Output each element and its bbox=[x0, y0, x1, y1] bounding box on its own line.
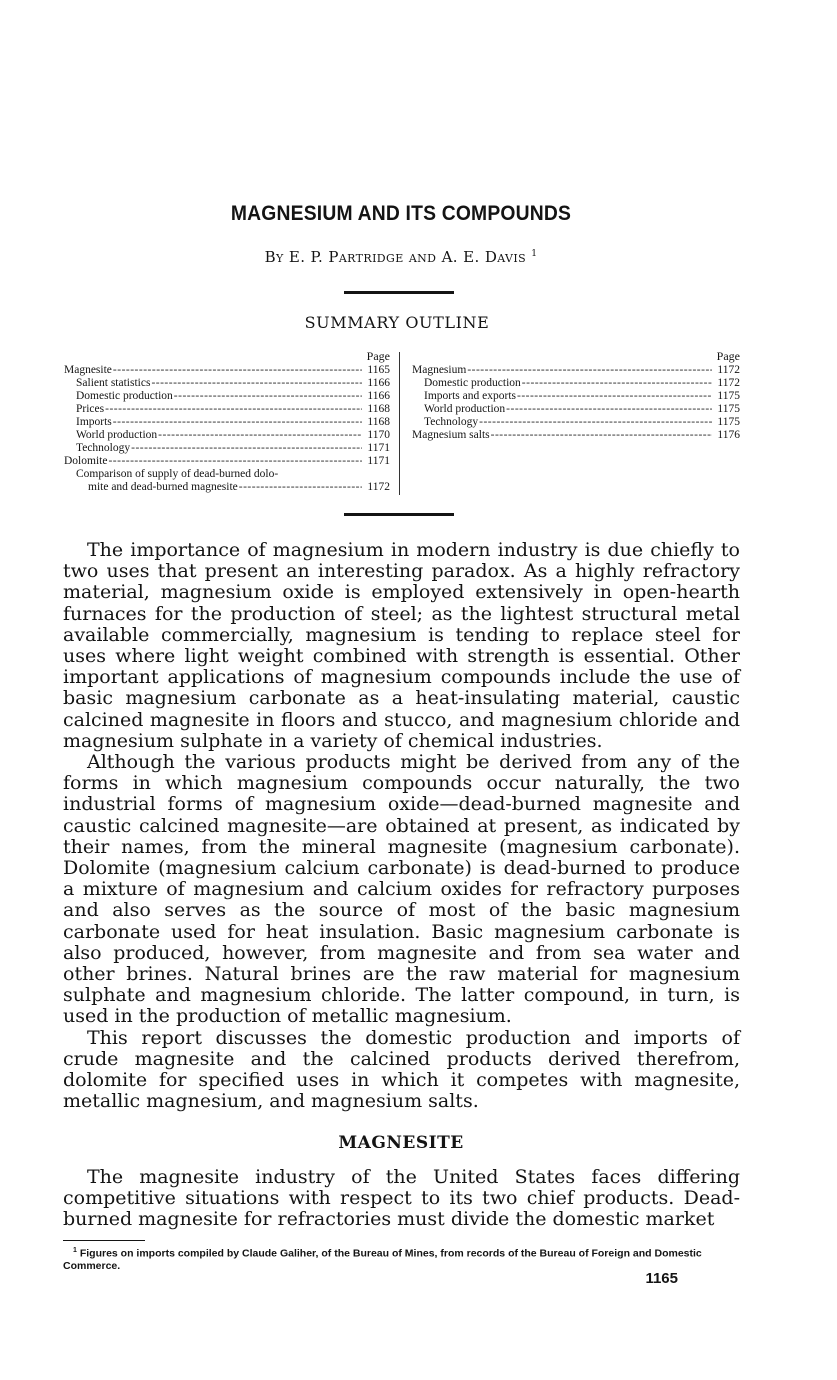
outline-entry-page: 1172 bbox=[367, 481, 390, 493]
divider-top bbox=[344, 291, 454, 294]
footnote-rule bbox=[63, 1240, 145, 1241]
outline-entry-label-line1: Comparison of supply of dead-burned dolo- bbox=[76, 468, 279, 480]
divider-bottom bbox=[344, 513, 454, 516]
outline-page-label-left: Page bbox=[366, 349, 390, 363]
outline-entry-label-line2: mite and dead-burned magnesite bbox=[88, 481, 238, 493]
outline-entry-page: 1166 bbox=[367, 390, 390, 402]
outline-entry-label: Magnesite bbox=[64, 364, 112, 376]
paragraph: The importance of magnesium in modern industry is due chiefly to two uses that present an interesting paradox. As a highly refractory material, magnesium oxide is employed extensively in open-hearth furnaces for the production of steel; as the lightest structural metal available commercially, magnesium is tending to replace steel for uses where light weight combined with strength is essential. Other important applications of magnesium compounds include the use of basic magnesium carbonate as a heat-insulating material, caustic calcined magnesite in floors and stucco, and magnesium chloride and magnesium sulphate in a variety of chemical industries. bbox=[63, 539, 740, 752]
outline-entry-page: 1171 bbox=[367, 442, 390, 454]
outline-entry-comparison bbox=[64, 468, 390, 494]
outline-entry-label: Magnesium salts bbox=[412, 429, 490, 441]
outline-entry bbox=[64, 442, 390, 455]
outline-entry-label: Technology bbox=[424, 416, 479, 428]
outline-entry-label: Dolomite bbox=[64, 455, 108, 467]
outline-entry-page: 1175 bbox=[717, 416, 740, 428]
outline-entry-page: 1170 bbox=[367, 429, 390, 441]
outline-entry bbox=[64, 455, 390, 468]
page-title: MAGNESIUM AND ITS COMPOUNDS bbox=[230, 202, 572, 225]
outline-leader-dots bbox=[506, 403, 712, 416]
outline-entry bbox=[412, 390, 740, 403]
paragraph: This report discusses the domestic production and imports of crude magnesite and the calcined products derived therefrom, dolomite for specified uses in which it competes with magnesite, metallic magnesium, and magnesium salts. bbox=[63, 1026, 740, 1113]
outline-leader-dots bbox=[113, 416, 362, 429]
outline-entry-page: 1172 bbox=[717, 364, 740, 376]
outline-leader-dots bbox=[467, 364, 712, 377]
outline-entry-page: 1175 bbox=[717, 390, 740, 402]
outline-entry-page: 1168 bbox=[367, 403, 390, 415]
outline-leader-dots bbox=[174, 390, 362, 403]
outline-entry-page: 1176 bbox=[717, 429, 740, 441]
outline-entry-page: 1165 bbox=[367, 364, 390, 376]
outline-entry bbox=[412, 364, 740, 377]
outline-leader-dots bbox=[522, 377, 712, 390]
section-body bbox=[63, 1167, 740, 1231]
outline-entry-page: 1171 bbox=[367, 455, 390, 467]
outline-entry-label: World production bbox=[76, 429, 158, 441]
outline-entry-label: Imports bbox=[76, 416, 112, 428]
outline-entry bbox=[412, 377, 740, 390]
outline-entry bbox=[64, 377, 390, 390]
outline-leader-dots bbox=[113, 364, 362, 377]
outline-entry-label: Imports and exports bbox=[424, 390, 516, 402]
byline-authors: By E. P. Partridge and A. E. Davis bbox=[264, 248, 527, 266]
byline-footnote-ref: 1 bbox=[531, 249, 538, 259]
outline-page-label-right: Page bbox=[716, 349, 740, 363]
outline-entry-label: World production bbox=[424, 403, 506, 415]
page-number: 1165 bbox=[645, 1270, 678, 1287]
outline-leader-dots bbox=[158, 429, 362, 442]
outline-leader-dots bbox=[491, 429, 712, 442]
paragraph: Although the various products might be derived from any of the forms in which magnesium compounds occur naturally, the two industrial forms of magnesium oxide—dead-burned magnesite and caustic calcined magnesite—are obtained at present, as indicated by their names, from the mineral magnesite (magnesium carbonate). Dolomite (magnesium calcium carbonate) is dead-burned to produce a mixture of magnesium and calcium oxides for refractory purposes and also serves as the source of most of the basic magnesium carbonate used for heat insulation. Basic magnesium carbonate is also produced, however, from magnesite and from sea water and other brines. Natural brines are the raw material for magnesium sulphate and magnesium chloride. The latter compound, in turn, is used in the production of metallic magnesium. bbox=[63, 751, 740, 1028]
outline-entry-label: Domestic production bbox=[424, 377, 521, 389]
outline-entry-page: 1175 bbox=[717, 403, 740, 415]
outline-entry-label: Technology bbox=[76, 442, 131, 454]
outline-leader-dots bbox=[239, 481, 362, 494]
outline-entry bbox=[64, 403, 390, 416]
outline-entry-label: Magnesium bbox=[412, 364, 467, 376]
outline-entry bbox=[64, 390, 390, 403]
footnote-text: Figures on imports compiled by Claude Galiher, of the Bureau of Mines, from records of the Bureau of Foreign and Domestic Commerce. bbox=[63, 1247, 702, 1272]
byline bbox=[0, 248, 802, 266]
outline-leader-dots bbox=[131, 442, 362, 455]
outline-entry bbox=[412, 416, 740, 429]
summary-outline-heading: SUMMARY OUTLINE bbox=[304, 313, 490, 332]
paragraph: The magnesite industry of the United States faces differing competitive situations with respect to its two chief products. Dead-burned magnesite for refractories must divide the domestic market bbox=[63, 1166, 740, 1231]
outline-entry-page: 1168 bbox=[367, 416, 390, 428]
outline-entry-page: 1166 bbox=[367, 377, 390, 389]
outline-entry bbox=[64, 364, 390, 377]
section-heading-magnesite: MAGNESITE bbox=[338, 1133, 464, 1153]
outline-entry-page: 1172 bbox=[717, 377, 740, 389]
outline-entry bbox=[64, 429, 390, 442]
outline-entry bbox=[412, 403, 740, 416]
outline-left-column bbox=[64, 350, 390, 494]
footnote bbox=[63, 1245, 743, 1273]
outline-leader-dots bbox=[105, 403, 362, 416]
outline-leader-dots bbox=[108, 455, 362, 468]
outline-leader-dots bbox=[517, 390, 712, 403]
outline-leader-dots bbox=[479, 416, 712, 429]
outline-entry bbox=[412, 429, 740, 442]
outline-column-divider bbox=[399, 352, 400, 495]
outline-entry-label: Domestic production bbox=[76, 390, 173, 402]
outline-right-column bbox=[412, 350, 740, 442]
body-text bbox=[63, 540, 740, 1112]
outline-entry-label: Prices bbox=[76, 403, 105, 415]
outline-entry bbox=[64, 416, 390, 429]
footnote-marker: 1 bbox=[73, 1247, 77, 1254]
outline-entry-label: Salient statistics bbox=[76, 377, 151, 389]
outline-leader-dots bbox=[151, 377, 362, 390]
